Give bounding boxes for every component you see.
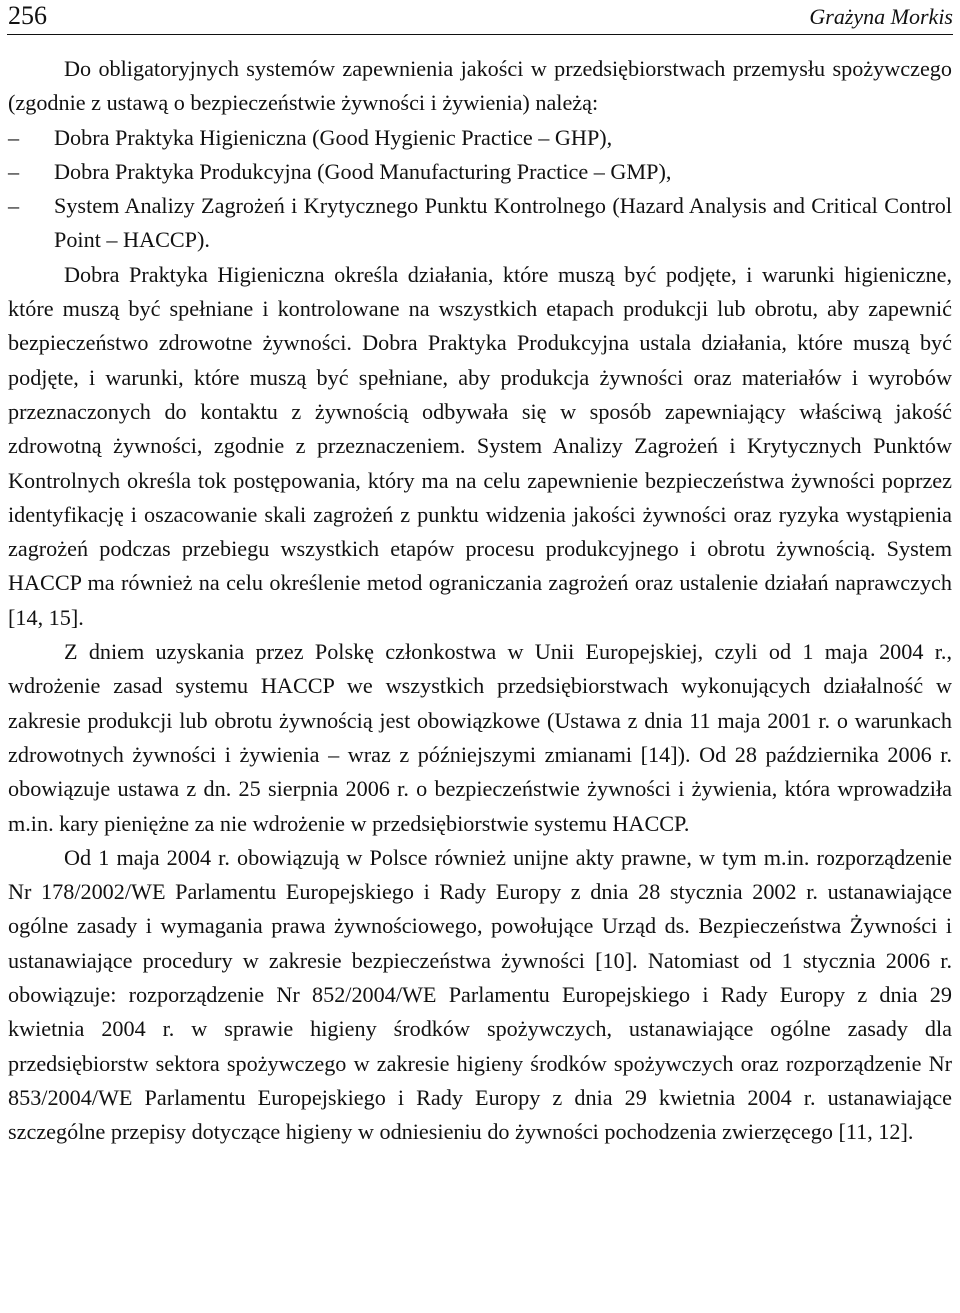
list-item	[8, 121, 952, 155]
paragraph-ghp-gmp-haccp: Dobra Praktyka Higieniczna określa działania, które muszą być podjęte, i warunki higieniczne, które muszą być spełniane i kontrolowane na wszystkich etapach produkcji lub obrotu, aby zapewnić bezpieczeństwo zdrowotne żywności. Dobra Praktyka Produkcyjna ustala działania, które muszą być podjęte, i warunki, które muszą być spełniane, aby produkcja żywności oraz materiałów i wyrobów przeznaczonych do kontaktu z żywnością odbywała się w sposób zapewniający właściwą jakość zdrowotną żywności, zgodnie z przeznaczeniem. System Analizy Zagrożeń i Krytycznych Punktów Kontrolnych określa tok postępowania, który ma na celu zapewnienie bezpieczeństwa żywności poprzez identyfikację i oszacowanie skali zagrożeń z punktu widzenia jakości żywności oraz ryzyka wystąpienia zagrożeń podczas przebiegu wszystkich etapów procesu produkcyjnego i obrotu żywnością. System HACCP ma również na celu określenie metod ograniczania zagrożeń oraz ustalenie działań naprawczych [14, 15].	[8, 261, 952, 630]
list-item-text: System Analizy Zagrożeń i Krytycznego Punktu Kontrolnego (Hazard Analysis and Critical Control Point – HACCP).	[54, 193, 952, 253]
list-dash: –	[8, 193, 20, 219]
page-number: 256	[8, 1, 47, 30]
list-item-text: Dobra Praktyka Higieniczna (Good Hygienic Practice – GHP),	[54, 124, 613, 150]
list-item	[8, 155, 952, 189]
page-header	[7, 0, 953, 35]
intro-paragraph: Do obligatoryjnych systemów zapewnienia jakości w przedsiębiorstwach przemysłu spożywczego (zgodnie z ustawą o bezpieczeństwie żywności i żywienia) należą:	[8, 56, 952, 116]
list-item-text: Dobra Praktyka Produkcyjna (Good Manufacturing Practice – GMP),	[54, 158, 672, 184]
list-item	[8, 189, 952, 258]
paragraph-eu-regulations: Od 1 maja 2004 r. obowiązują w Polsce również unijne akty prawne, w tym m.in. rozporządzenie Nr 178/2002/WE Parlamentu Europejskiego i Rady Europy z dnia 28 stycznia 2002 r. ustanawiające ogólne zasady i wymagania prawa żywnościowego, powołujące Urząd ds. Bezpieczeństwa Żywności i ustanawiające procedury w zakresie bezpieczeństwa żywności [10]. Natomiast od 1 stycznia 2006 r. obowiązuje: rozporządzenie Nr 852/2004/WE Parlamentu Europejskiego i Rady Europy z dnia 29 kwietnia 2004 r. w sprawie higieny środków spożywczych, ustanawiające ogólne zasady dla przedsiębiorstw sektora spożywczego w zakresie higieny środków spożywczych oraz rozporządzenie Nr 853/2004/WE Parlamentu Europejskiego i Rady Europy z dnia 29 kwietnia 2004 r. ustanawiające szczególne przepisy dotyczące higieny w odniesieniu do żywności pochodzenia zwierzęcego [11, 12].	[8, 844, 952, 1145]
running-head-author: Grażyna Morkis	[809, 4, 953, 29]
paragraph-eu-membership: Z dniem uzyskania przez Polskę członkostwa w Unii Europejskiej, czyli od 1 maja 2004 r., wdrożenie zasad systemu HACCP we wszystkich przedsiębiorstwach wykonujących działalność w zakresie produkcji lub obrotu żywnością jest obowiązkowe (Ustawa z dnia 11 maja 2001 r. o warunkach zdrowotnych żywności i żywienia – wraz z późniejszymi zmianami [14]). Od 28 października 2006 r. obowiązuje ustawa z dn. 25 sierpnia 2006 r. o bezpieczeństwie żywności i żywienia, która wprowadziła m.in. kary pieniężne za nie wdrożenie w przedsiębiorstwie systemu HACCP.	[8, 639, 952, 836]
list-dash: –	[8, 124, 20, 150]
list-dash: –	[8, 158, 20, 184]
quality-systems-list	[8, 121, 952, 258]
body-text	[8, 52, 952, 1150]
